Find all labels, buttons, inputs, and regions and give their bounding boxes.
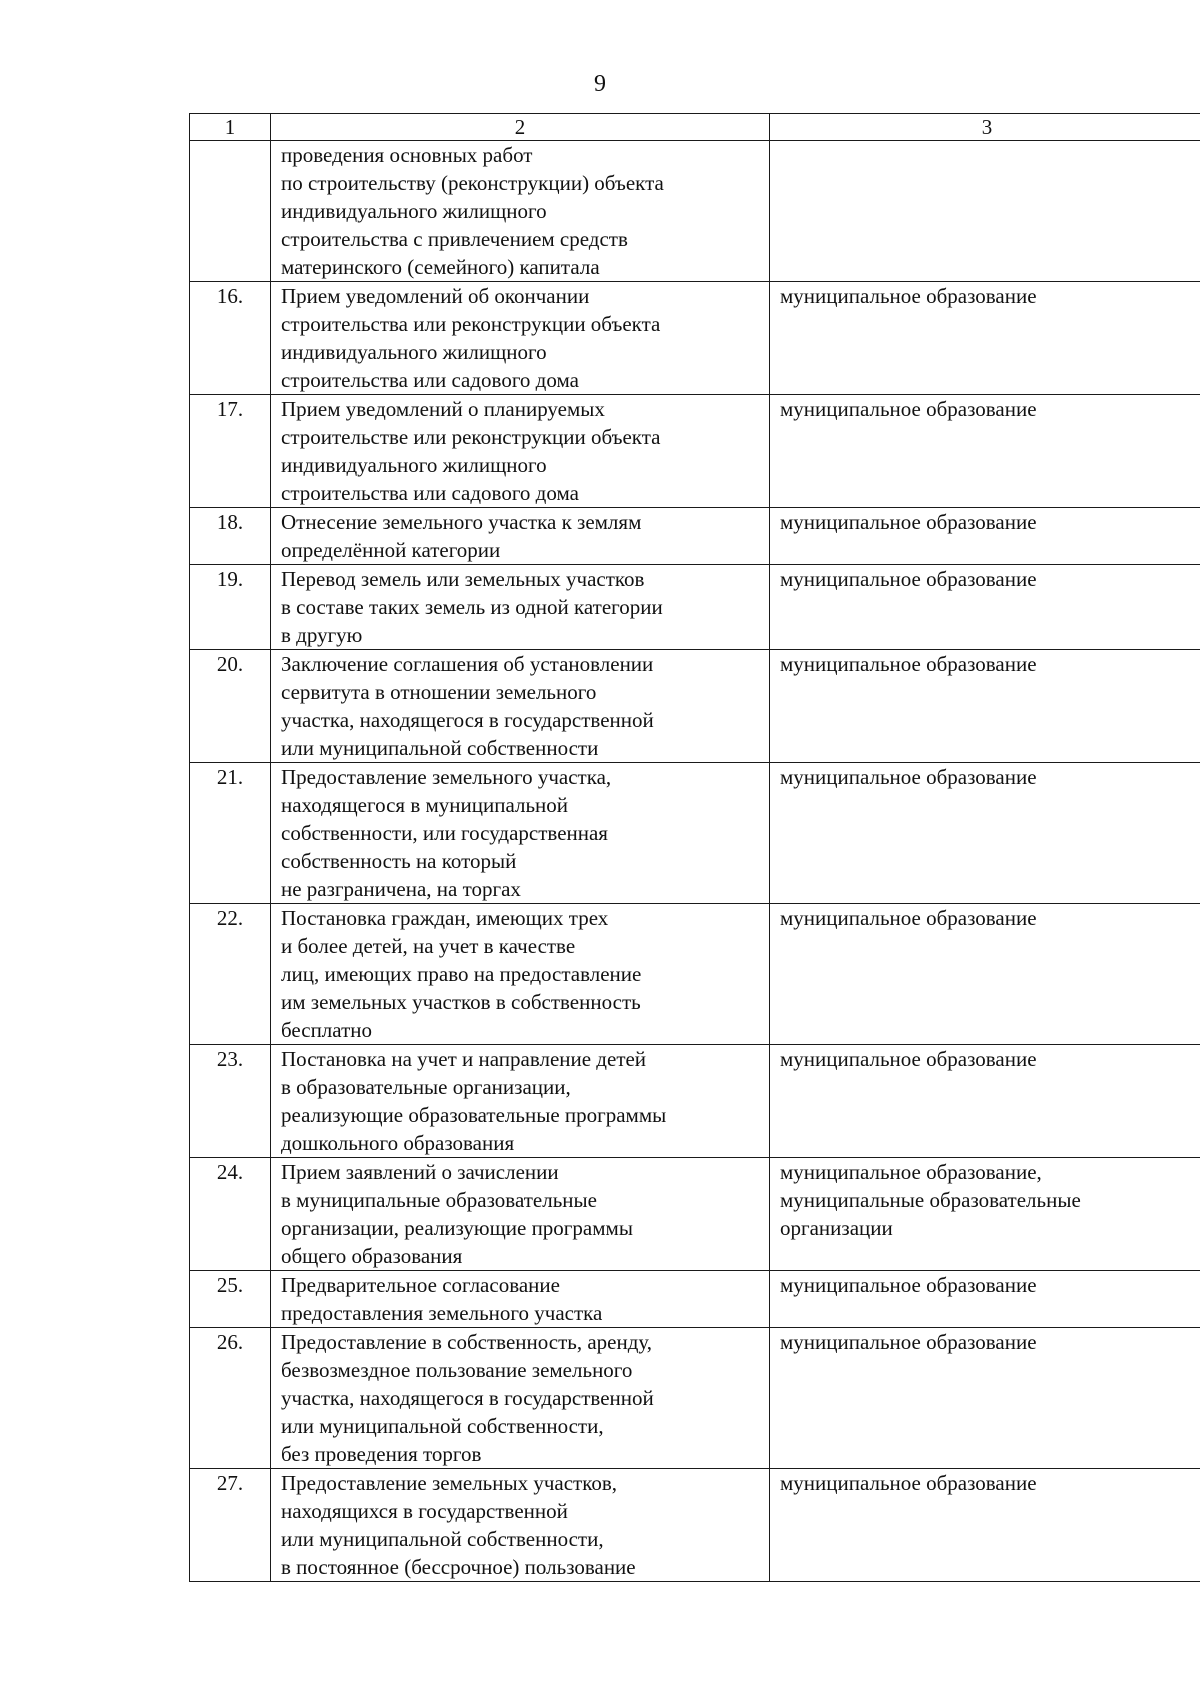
row-number-cell [190,141,271,282]
service-provider-cell [770,282,1200,395]
row-number: 25. [216,1273,244,1297]
row-number-cell [190,565,271,650]
header-col-2: 2 [271,114,770,141]
service-provider-cell [770,650,1200,763]
service-provider: муниципальное образование [780,765,1037,789]
service-provider-cell [770,395,1200,508]
service-provider-cell [770,1469,1200,1582]
table-row [190,1469,1200,1582]
row-number-cell [190,1271,271,1328]
page-number: 9 [594,71,606,97]
service-name: проведения основных работ по строительству (реконструкции) объекта индивидуального жилищного строительства с привлечением средств материнского (семейного) капитала [281,143,664,279]
service-provider: муниципальное образование, муниципальные образовательные организации [780,1160,1081,1240]
service-name: Перевод земель или земельных участков в составе таких земель из одной категории в другую [281,567,663,647]
row-number-cell [190,1328,271,1469]
table-row [190,1045,1200,1158]
table-row [190,650,1200,763]
service-provider: муниципальное образование [780,652,1037,676]
service-provider: муниципальное образование [780,1047,1037,1071]
row-number: 20. [216,652,244,676]
service-name-cell [271,508,770,565]
service-name-cell [271,904,770,1045]
service-provider: муниципальное образование [780,284,1037,308]
row-number: 23. [216,1047,244,1071]
table-row [190,1158,1200,1271]
row-number: 18. [216,510,244,534]
service-provider: муниципальное образование [780,1330,1037,1354]
service-name-cell [271,650,770,763]
service-name: Постановка на учет и направление детей в образовательные организации, реализующие образовательные программы дошкольного образования [281,1047,667,1155]
row-number-cell [190,282,271,395]
service-provider: муниципальное образование [780,567,1037,591]
service-provider: муниципальное образование [780,1273,1037,1297]
row-number: 17. [216,397,244,421]
row-number-cell [190,508,271,565]
row-number: 22. [216,906,244,930]
service-name-cell [271,1328,770,1469]
service-provider: муниципальное образование [780,510,1037,534]
service-provider-cell [770,1045,1200,1158]
service-name: Предоставление земельных участков, находящихся в государственной или муниципальной собственности, в постоянное (бессрочное) пользование [281,1471,636,1579]
service-name: Прием заявлений о зачислении в муниципальные образовательные организации, реализующие программы общего образования [281,1160,633,1268]
row-number-cell [190,650,271,763]
table-row [190,508,1200,565]
service-name-cell [271,1158,770,1271]
table-row [190,565,1200,650]
service-provider-cell [770,141,1200,282]
row-number-cell [190,904,271,1045]
service-name: Прием уведомлений о планируемых строительстве или реконструкции объекта индивидуального жилищного строительства или садового дома [281,397,661,505]
table-row [190,763,1200,904]
service-name-cell [271,1271,770,1328]
service-name: Постановка граждан, имеющих трех и более детей, на учет в качестве лиц, имеющих право на предоставление им земельных участков в собственность бесплатно [281,906,642,1042]
service-name: Заключение соглашения об установлении сервитута в отношении земельного участка, находящегося в государственной или муниципальной собственности [281,652,654,760]
row-number: 19. [216,567,244,591]
row-number: 27. [216,1471,244,1495]
service-provider-cell [770,904,1200,1045]
service-name-cell [271,1045,770,1158]
row-number-cell [190,763,271,904]
service-name-cell [271,141,770,282]
service-name: Предоставление земельного участка, находящегося в муниципальной собственности, или государственная собственность на который не разграничена, на торгах [281,765,612,901]
service-provider: муниципальное образование [780,906,1037,930]
table-row [190,141,1200,282]
table-row [190,904,1200,1045]
services-table [189,113,1200,1582]
table-body [190,114,1200,1582]
table-row [190,1271,1200,1328]
service-provider-cell [770,763,1200,904]
service-provider: муниципальное образование [780,1471,1037,1495]
row-number-cell [190,395,271,508]
service-provider: муниципальное образование [780,397,1037,421]
header-col-1: 1 [190,114,271,141]
service-name: Предварительное согласование предоставления земельного участка [281,1273,603,1325]
service-name-cell [271,282,770,395]
row-number: 26. [216,1330,244,1354]
service-name-cell [271,565,770,650]
row-number: 21. [216,765,244,789]
service-name: Предоставление в собственность, аренду, безвозмездное пользование земельного участка, находящегося в государственной или муниципальной собственности, без проведения торгов [281,1330,654,1466]
service-name-cell [271,1469,770,1582]
row-number: 24. [216,1160,244,1184]
service-provider-cell [770,565,1200,650]
service-provider-cell [770,1328,1200,1469]
row-number: 16. [216,284,244,308]
table-row [190,282,1200,395]
service-name: Прием уведомлений об окончании строительства или реконструкции объекта индивидуального жилищного строительства или садового дома [281,284,661,392]
row-number-cell [190,1158,271,1271]
service-name: Отнесение земельного участка к землям определённой категории [281,510,642,562]
header-col-3: 3 [770,114,1200,141]
table-row [190,1328,1200,1469]
table-row [190,395,1200,508]
service-name-cell [271,763,770,904]
service-provider-cell [770,1158,1200,1271]
service-provider-cell [770,1271,1200,1328]
service-name-cell [271,395,770,508]
table-header-row [190,114,1200,141]
row-number-cell [190,1469,271,1582]
row-number-cell [190,1045,271,1158]
service-provider-cell [770,508,1200,565]
